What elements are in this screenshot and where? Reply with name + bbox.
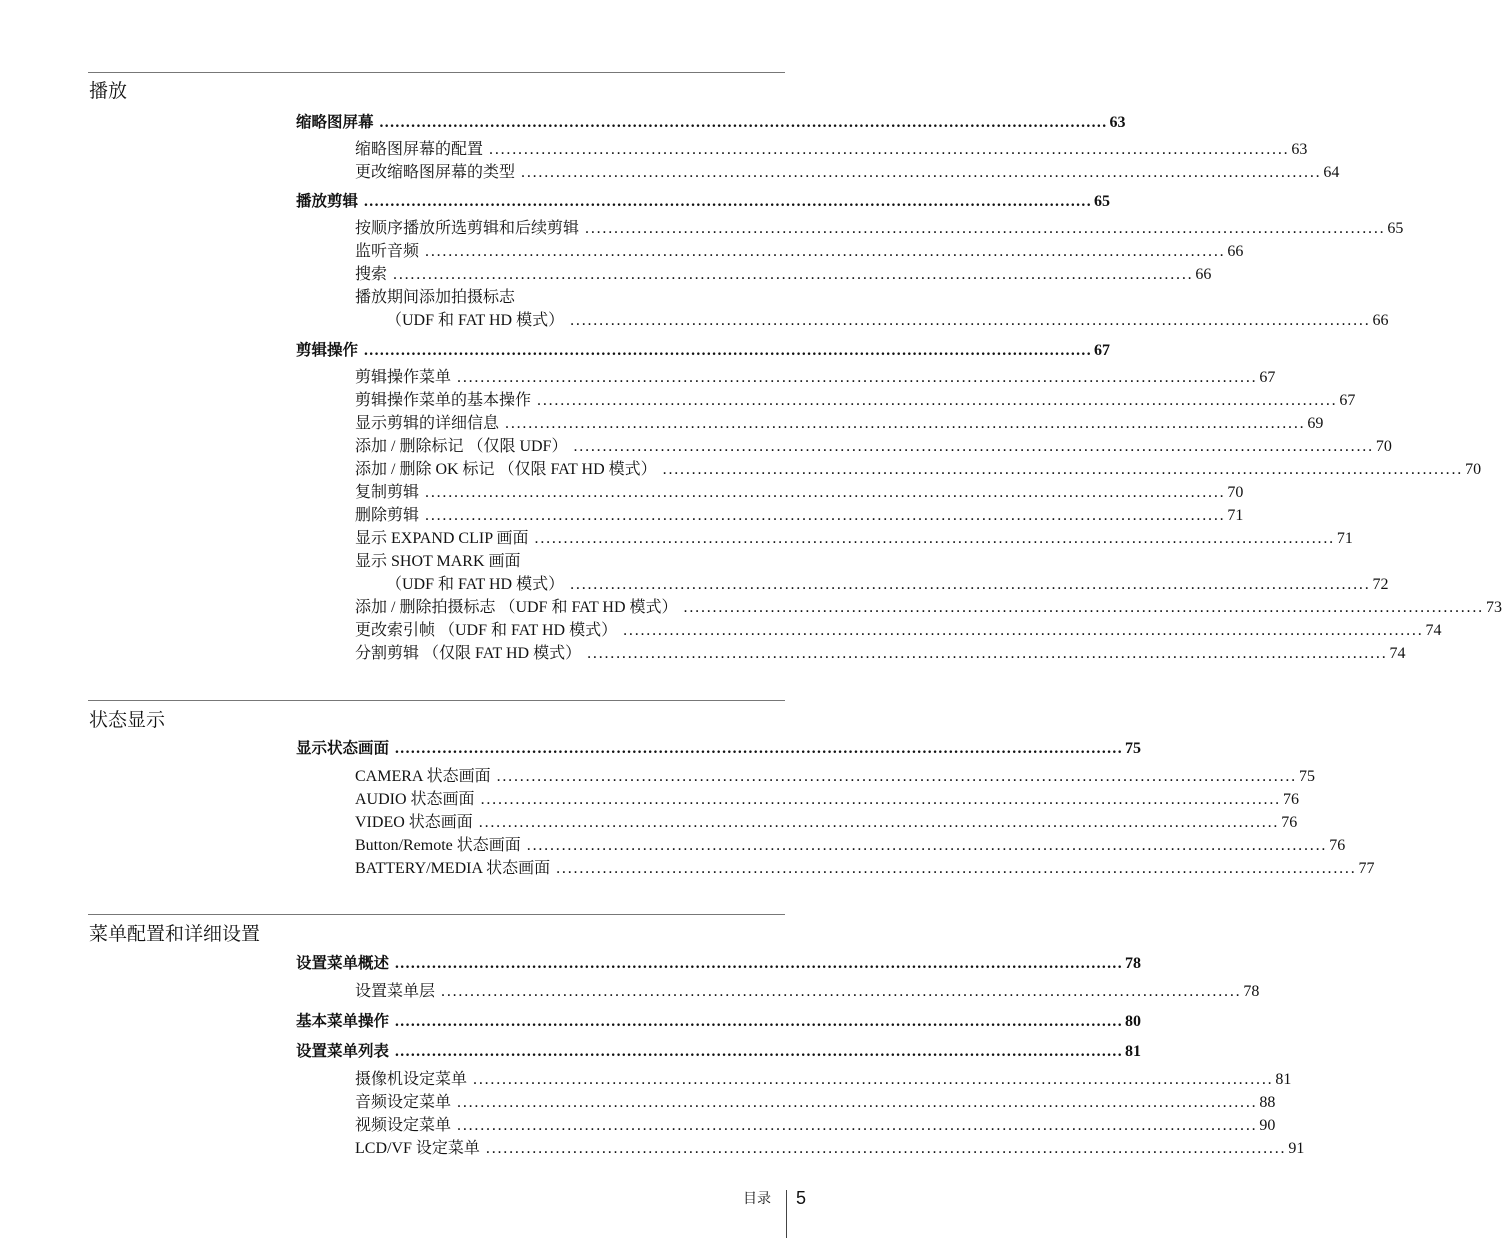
dot-leader: .......................................................................................................................................... bbox=[395, 740, 1123, 757]
toc-entry-page: 63 bbox=[1109, 114, 1126, 131]
toc-entry[interactable] bbox=[386, 571, 1389, 594]
toc-entry-label: BATTERY/MEDIA 状态画面 bbox=[355, 860, 551, 877]
dot-leader: .......................................................................................................................................... bbox=[473, 1071, 1274, 1088]
toc-entry-page: 77 bbox=[1358, 860, 1375, 877]
toc-entry-page: 78 bbox=[1243, 983, 1260, 1000]
dot-leader: .......................................................................................................................................... bbox=[556, 860, 1357, 877]
toc-entry-page: 63 bbox=[1291, 141, 1308, 158]
dot-leader: .......................................................................................................................................... bbox=[395, 1043, 1123, 1060]
toc-entry-label: 添加 / 删除 OK 标记 （仅限 FAT HD 模式） bbox=[355, 461, 657, 478]
toc-entry[interactable] bbox=[296, 338, 1110, 360]
toc-entry-page: 76 bbox=[1281, 814, 1298, 831]
dot-leader: .......................................................................................................................................... bbox=[537, 392, 1338, 409]
toc-entry-label: 搜索 bbox=[355, 266, 388, 283]
dot-leader: .......................................................................................................................................... bbox=[480, 791, 1281, 808]
toc-entry-label: 按顺序播放所选剪辑和后续剪辑 bbox=[355, 220, 580, 237]
toc-entry-label: 显示 SHOT MARK 画面 bbox=[355, 553, 521, 570]
toc-entry[interactable] bbox=[355, 215, 1404, 238]
toc-entry[interactable] bbox=[355, 456, 1482, 479]
dot-leader: .......................................................................................................................................... bbox=[585, 220, 1386, 237]
toc-entry-page: 67 bbox=[1259, 369, 1276, 386]
toc-entry-page: 78 bbox=[1124, 955, 1141, 972]
toc-entry-label: Button/Remote 状态画面 bbox=[355, 837, 521, 854]
toc-entry[interactable] bbox=[355, 479, 1244, 502]
toc-entry[interactable] bbox=[355, 1135, 1305, 1158]
toc-entry-label: 音频设定菜单 bbox=[355, 1094, 452, 1111]
toc-entry[interactable] bbox=[355, 594, 1502, 617]
dot-leader: .......................................................................................................................................... bbox=[457, 1094, 1258, 1111]
toc-entry[interactable] bbox=[355, 364, 1276, 387]
dot-leader: .......................................................................................................................................... bbox=[457, 369, 1258, 386]
toc-entry-label: 剪辑操作 bbox=[296, 341, 359, 359]
toc-entry[interactable] bbox=[355, 640, 1406, 663]
toc-entry-page: 70 bbox=[1375, 438, 1392, 455]
toc-entry-label: 复制剪辑 bbox=[355, 484, 420, 501]
toc-entry[interactable] bbox=[355, 261, 1212, 284]
toc-entry-label: 设置菜单概述 bbox=[296, 954, 390, 972]
toc-entry[interactable] bbox=[355, 136, 1308, 159]
toc-entry-label: （UDF 和 FAT HD 模式） bbox=[386, 576, 565, 593]
toc-entry-label: 添加 / 删除标记 （仅限 UDF） bbox=[355, 438, 568, 455]
dot-leader: .......................................................................................................................................... bbox=[425, 507, 1226, 524]
toc-entry[interactable] bbox=[355, 809, 1298, 832]
toc-entry-page: 74 bbox=[1389, 645, 1406, 662]
toc-entry-label: 监听音频 bbox=[355, 243, 420, 260]
dot-leader: .......................................................................................................................................... bbox=[379, 114, 1108, 131]
toc-entry-page: 64 bbox=[1323, 164, 1340, 181]
toc-entry-label: LCD/VF 设定菜单 bbox=[355, 1140, 480, 1157]
toc-entry-page: 71 bbox=[1336, 530, 1353, 547]
toc-entry-page: 66 bbox=[1227, 243, 1244, 260]
toc-entry-label: CAMERA 状态画面 bbox=[355, 768, 491, 785]
toc-entry[interactable] bbox=[355, 832, 1346, 855]
toc-entry-page: 72 bbox=[1372, 576, 1389, 593]
toc-entry[interactable] bbox=[355, 387, 1356, 410]
dot-leader: .......................................................................................................................................... bbox=[534, 530, 1335, 547]
section-title-status-display: 状态显示 bbox=[89, 709, 166, 731]
toc-entry-page: 80 bbox=[1124, 1013, 1141, 1030]
toc-entry-page: 70 bbox=[1465, 461, 1482, 478]
toc-entry[interactable] bbox=[355, 410, 1324, 433]
toc-entry[interactable] bbox=[355, 855, 1375, 878]
dot-leader: .......................................................................................................................................... bbox=[364, 193, 1092, 210]
toc-entry[interactable] bbox=[355, 1089, 1276, 1112]
dot-leader: .......................................................................................................................................... bbox=[526, 837, 1328, 854]
toc-entry[interactable] bbox=[296, 736, 1141, 758]
dot-leader: .......................................................................................................................................... bbox=[573, 438, 1374, 455]
toc-entry[interactable] bbox=[355, 502, 1244, 525]
toc-entry-label: 添加 / 删除拍摄标志 （UDF 和 FAT HD 模式） bbox=[355, 599, 678, 616]
dot-leader: .......................................................................................................................................... bbox=[496, 768, 1297, 785]
dot-leader: .......................................................................................................................................... bbox=[364, 342, 1092, 359]
dot-leader: .......................................................................................................................................... bbox=[570, 312, 1371, 329]
footer-divider bbox=[786, 1190, 787, 1238]
toc-entry-page: 81 bbox=[1275, 1071, 1292, 1088]
section-divider bbox=[88, 72, 785, 73]
toc-entry[interactable] bbox=[296, 1009, 1141, 1031]
toc-entry-label: 基本菜单操作 bbox=[296, 1012, 390, 1030]
toc-entry-page: 67 bbox=[1093, 342, 1110, 359]
toc-entry[interactable] bbox=[296, 1039, 1141, 1061]
dot-leader: .......................................................................................................................................... bbox=[425, 243, 1226, 260]
toc-entry-page: 91 bbox=[1288, 1140, 1305, 1157]
toc-entry-page: 65 bbox=[1093, 193, 1110, 210]
toc-entry-page: 81 bbox=[1124, 1043, 1141, 1060]
toc-entry[interactable] bbox=[355, 238, 1244, 261]
dot-leader: .......................................................................................................................................... bbox=[393, 266, 1194, 283]
toc-entry-page: 73 bbox=[1485, 599, 1502, 616]
toc-entry-label: 设置菜单列表 bbox=[296, 1042, 390, 1060]
toc-entry-page: 65 bbox=[1387, 220, 1404, 237]
toc-entry-label: 缩略图屏幕 bbox=[296, 113, 374, 131]
toc-entry-label: 删除剪辑 bbox=[355, 507, 420, 524]
toc-entry[interactable] bbox=[355, 1066, 1292, 1089]
dot-leader: .......................................................................................................................................... bbox=[587, 645, 1388, 662]
toc-entry-page: 75 bbox=[1124, 740, 1141, 757]
dot-leader: .......................................................................................................................................... bbox=[623, 622, 1424, 639]
toc-entry-label: 更改缩略图屏幕的类型 bbox=[355, 164, 516, 181]
toc-entry-page: 66 bbox=[1195, 266, 1212, 283]
toc-entry-label: 显示 EXPAND CLIP 画面 bbox=[355, 530, 529, 547]
toc-entry-page: 67 bbox=[1339, 392, 1356, 409]
footer-section-label: 目录 bbox=[743, 1191, 771, 1207]
toc-entry-label: 分割剪辑 （仅限 FAT HD 模式） bbox=[355, 645, 582, 662]
toc-entry-page: 66 bbox=[1372, 312, 1389, 329]
toc-entry-label: 剪辑操作菜单的基本操作 bbox=[355, 392, 532, 409]
dot-leader: .......................................................................................................................................... bbox=[662, 461, 1464, 478]
toc-entry-label: 更改索引帧 （UDF 和 FAT HD 模式） bbox=[355, 622, 618, 639]
toc-entry-page: 71 bbox=[1227, 507, 1244, 524]
dot-leader: .......................................................................................................................................... bbox=[485, 1140, 1287, 1157]
toc-entry-label: 显示剪辑的详细信息 bbox=[355, 415, 500, 432]
toc-entry-page: 70 bbox=[1227, 484, 1244, 501]
toc-entry[interactable] bbox=[355, 786, 1299, 809]
toc-entry[interactable] bbox=[355, 1112, 1276, 1135]
page-number: 5 bbox=[796, 1188, 807, 1208]
toc-entry-label: VIDEO 状态画面 bbox=[355, 814, 473, 831]
dot-leader: .......................................................................................................................................... bbox=[683, 599, 1484, 616]
toc-entry-page: 75 bbox=[1298, 768, 1315, 785]
toc-entry-label: 视频设定菜单 bbox=[355, 1117, 452, 1134]
dot-leader: .......................................................................................................................................... bbox=[441, 983, 1242, 1000]
toc-entry-label: 显示状态画面 bbox=[296, 739, 390, 757]
toc-entry-page: 88 bbox=[1259, 1094, 1276, 1111]
toc-entry-label: 设置菜单层 bbox=[355, 983, 436, 1000]
dot-leader: .......................................................................................................................................... bbox=[570, 576, 1371, 593]
section-divider bbox=[88, 914, 785, 915]
toc-entry-label: 播放剪辑 bbox=[296, 192, 359, 210]
toc-entry-label: 缩略图屏幕的配置 bbox=[355, 141, 484, 158]
dot-leader: .......................................................................................................................................... bbox=[505, 415, 1306, 432]
toc-entry[interactable] bbox=[355, 763, 1315, 786]
toc-entry-page: 74 bbox=[1425, 622, 1442, 639]
toc-entry[interactable] bbox=[355, 159, 1340, 182]
toc-entry-label: （UDF 和 FAT HD 模式） bbox=[386, 312, 565, 329]
toc-entry[interactable] bbox=[355, 433, 1392, 456]
toc-entry-page: 76 bbox=[1282, 791, 1299, 808]
toc-entry[interactable] bbox=[355, 525, 1353, 548]
section-divider bbox=[88, 700, 785, 701]
toc-entry-label: AUDIO 状态画面 bbox=[355, 791, 475, 808]
section-title-menu-settings: 菜单配置和详细设置 bbox=[89, 923, 261, 945]
dot-leader: .......................................................................................................................................... bbox=[395, 955, 1123, 972]
toc-entry-page: 90 bbox=[1259, 1117, 1276, 1134]
dot-leader: .......................................................................................................................................... bbox=[521, 164, 1322, 181]
toc-entry-label: 摄像机设定菜单 bbox=[355, 1071, 468, 1088]
toc-entry[interactable] bbox=[386, 307, 1389, 330]
toc-entry-page: 69 bbox=[1307, 415, 1324, 432]
dot-leader: .......................................................................................................................................... bbox=[478, 814, 1280, 831]
toc-entry[interactable] bbox=[355, 978, 1260, 1001]
toc-entry-label: 播放期间添加拍摄标志 bbox=[355, 289, 516, 306]
dot-leader: .......................................................................................................................................... bbox=[425, 484, 1226, 501]
section-title-playback: 播放 bbox=[89, 80, 128, 102]
toc-entry[interactable] bbox=[296, 189, 1110, 211]
toc-entry-label: 剪辑操作菜单 bbox=[355, 369, 452, 386]
dot-leader: .......................................................................................................................................... bbox=[457, 1117, 1258, 1134]
toc-entry[interactable] bbox=[355, 617, 1442, 640]
toc-entry-page: 76 bbox=[1329, 837, 1346, 854]
dot-leader: .......................................................................................................................................... bbox=[395, 1013, 1123, 1030]
toc-entry[interactable] bbox=[296, 110, 1126, 132]
toc-entry[interactable] bbox=[296, 951, 1141, 973]
dot-leader: .......................................................................................................................................... bbox=[489, 141, 1290, 158]
